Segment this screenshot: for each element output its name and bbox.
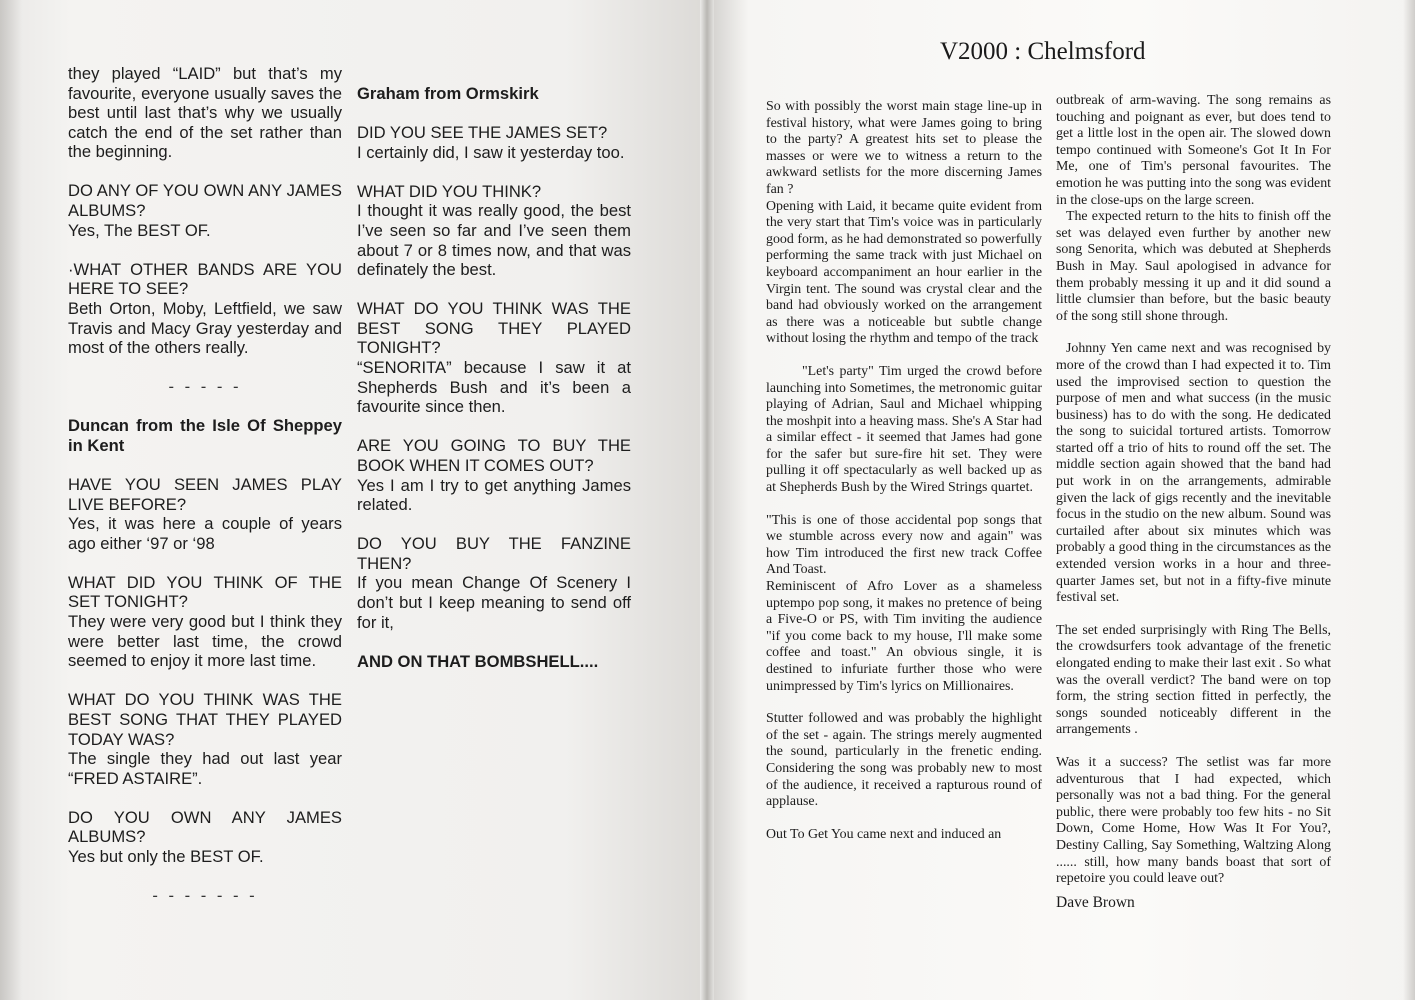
left-column-1 bbox=[68, 64, 342, 925]
interview-answer: Yes I am I try to get anything James related. bbox=[357, 475, 631, 515]
closing-line: AND ON THAT BOMBSHELL.... bbox=[357, 651, 599, 671]
interview-qa bbox=[357, 182, 631, 280]
interview-qa bbox=[357, 123, 631, 162]
page-edge-shadow bbox=[0, 0, 22, 1000]
section-separator: - - - - - bbox=[168, 377, 242, 397]
interview-answer: They were very good but I think they were better last time, the crowd seemed to enjoy it more last time. bbox=[68, 612, 342, 671]
interview-answer: Yes, The BEST OF. bbox=[68, 220, 211, 240]
interview-qa bbox=[68, 260, 342, 358]
article-paragraph: So with possibly the worst main stage line-up in festival history, what were James going to bring to the party? A greatest hits set to please the masses or were we to witness a return to the awkward setlists for the more discerning James fan ? bbox=[766, 99, 1042, 197]
article-paragraph: outbreak of arm-waving. The song remains as touching and poignant as ever, but does tend to get a little lost in the open air. The slowed down tempo continued with Someone's Got It In For Me, one of Tim's personal favourites. The emotion he was putting into the song was evident in the close-ups on the large screen. bbox=[1056, 93, 1331, 208]
interview-qa bbox=[68, 690, 342, 788]
page-edge-shadow bbox=[1403, 0, 1415, 1000]
interview-question: WHAT DO YOU THINK WAS THE BEST SONG THEY PLAYED TONIGHT? bbox=[357, 299, 631, 358]
interview-question: WHAT DO YOU THINK WAS THE BEST SONG THAT THEY PLAYED TODAY WAS? bbox=[68, 690, 342, 749]
interview-qa bbox=[357, 534, 631, 632]
interview-question: DO ANY OF YOU OWN ANY JAMES ALBUMS? bbox=[68, 181, 342, 221]
left-page bbox=[0, 0, 706, 1000]
interview-answer: I certainly did, I saw it yesterday too. bbox=[357, 142, 625, 162]
section-separator: - - - - - - - bbox=[152, 886, 258, 906]
article-paragraph: Was it a success? The setlist was far more adventurous that I had expected, which personally was not a bad thing. For the general public, there were probably too few hits - no Sit Down, Come Home, How Was It For You?, Destiny Calling, Say Something, Waltzing Along ...... still, how many bands boast that sort of repetoire you could leave out? bbox=[1056, 754, 1331, 887]
article-paragraph: Out To Get You came next and induced an bbox=[766, 826, 1002, 842]
author-byline: Dave Brown bbox=[1056, 894, 1135, 911]
interview-answer: Yes but only the BEST OF. bbox=[68, 847, 264, 866]
interview-question: ARE YOU GOING TO BUY THE BOOK WHEN IT COMES OUT? bbox=[357, 436, 631, 475]
interview-question: DO YOU BUY THE FANZINE THEN? bbox=[357, 534, 631, 573]
interview-question: HAVE YOU SEEN JAMES PLAY LIVE BEFORE? bbox=[68, 475, 342, 514]
interview-answer: I thought it was really good, the best I’ve seen so far and I’ve seen them about 7 or 8 times now, and that was definately the best. bbox=[357, 201, 631, 280]
article-column-2 bbox=[1056, 93, 1331, 904]
article-paragraph: Johnny Yen came next and was recognised by more of the crowd than I had expected it to. Tim used the improvised section to question the purpose of men and what success (in the music business) has to do with the song. He dedicated the song to suicidal tortured artists. Tomorrow started off a trio of hits to round off the set. The middle section again showed that the band had put work in on the arrangements, admirable given the lack of gigs recently and the inevitable focus in the studio on the new album. Sound was curtailed after about six minutes which was probably a good thing in the circumstances as the extended version works in a hour and three-quarter James set, but not in a fifty-five minute festival set. bbox=[1056, 341, 1331, 606]
interview-question: DID YOU SEE THE JAMES SET? bbox=[357, 123, 608, 143]
interview-answer: “SENORITA” because I saw it at Shepherds Bush and it’s been a favourite since then. bbox=[357, 358, 631, 417]
article-paragraph: Reminiscent of Afro Lover as a shameless uptempo pop song, it makes no pretence of being a Five-O or PS, with Tim inviting the audience "if you come back to my house, I'll make some coffee and toast." An obvious single, it is destined to infuriate further those who were unimpressed by Tim's lyrics on Millionaires. bbox=[766, 579, 1042, 694]
article-title: V2000 : Chelmsford bbox=[940, 38, 1146, 65]
interview-qa bbox=[68, 475, 342, 553]
interview-qa bbox=[68, 573, 342, 671]
interview-answer: If you mean Change Of Scenery I don’t but I keep meaning to send off for it, bbox=[357, 573, 631, 632]
article-paragraph: The set ended surprisingly with Ring The Bells, the crowdsurfers took advantage of the frenetic elongated ending to make their last exit . So what was the overall verdict? The band were on top form, the string section fitted in perfectly, the songs sounded noticeably different in the arrangements . bbox=[1056, 622, 1331, 738]
interview-qa bbox=[68, 181, 342, 240]
interview-qa bbox=[68, 808, 342, 867]
interview-qa bbox=[357, 299, 631, 417]
interviewee-heading: Graham from Ormskirk bbox=[357, 84, 539, 103]
interview-question: ·WHAT OTHER BANDS ARE YOU HERE TO SEE? bbox=[68, 259, 342, 299]
interview-question: DO YOU OWN ANY JAMES ALBUMS? bbox=[68, 807, 342, 847]
article-paragraph: The expected return to the hits to finish off the set was delayed even further by another new song Senorita, which was debuted at Shepherds Bush in May. Saul apologised in advance for them probably messing it up and it did sound a little clumsier than before, but the basic beauty of the song still shone through. bbox=[1056, 209, 1331, 324]
interview-qa bbox=[357, 436, 631, 514]
article-column-1 bbox=[766, 99, 1042, 859]
interviewee-heading: Duncan from the Isle Of Sheppey in Kent bbox=[68, 416, 342, 455]
interview-question: WHAT DID YOU THINK OF THE SET TONIGHT? bbox=[68, 572, 342, 612]
spine-gutter bbox=[700, 0, 714, 1000]
interview-question: WHAT DID YOU THINK? bbox=[357, 181, 542, 201]
interview-answer: Beth Orton, Moby, Leftfield, we saw Travis and Macy Gray yesterday and most of the others really. bbox=[68, 298, 342, 358]
interview-answer: Yes, it was here a couple of years ago either ‘97 or ‘98 bbox=[68, 514, 342, 553]
interview-text: they played “LAID” but that’s my favourite, everyone usually saves the best until last that’s why we usually catch the end of the set rather than the beginning. bbox=[68, 64, 342, 162]
article-paragraph: Opening with Laid, it became quite evident from the very start that Tim's voice was in particularly good form, as he had demonstrated so powerfully performing the same track with just Michael on keyboard accompaniment an hour earlier in the Virgin tent. The sound was crystal clear and the band had obviously worked on the arrangement as there was a noticeable but subtle change without losing the rhythm and tempo of the track bbox=[766, 198, 1042, 347]
left-column-2 bbox=[357, 84, 631, 691]
article-paragraph: "This is one of those accidental pop songs that we stumble across every now and again" was how Tim introduced the first new track Coffee And Toast. bbox=[766, 512, 1042, 578]
interview-answer: The single they had out last year “FRED ASTAIRE”. bbox=[68, 749, 342, 788]
article-paragraph: Stutter followed and was probably the highlight of the set - again. The strings merely augmented the sound, particularly in the frenetic ending. Considering the song was probably new to most of the audience, it received a rapturous round of applause. bbox=[766, 711, 1042, 810]
article-paragraph: "Let's party" Tim urged the crowd before launching into Sometimes, the metronomic guitar playing of Adrian, Saul and Michael whipping the moshpit into a heaving mass. She's A Star had a similar effect - it seemed that James had gone for the safer but sure-fire hit set. They were pulling it off spectacularly as well backed up as at Shepherds Bush by the Wired Strings quartet. bbox=[766, 363, 1042, 496]
